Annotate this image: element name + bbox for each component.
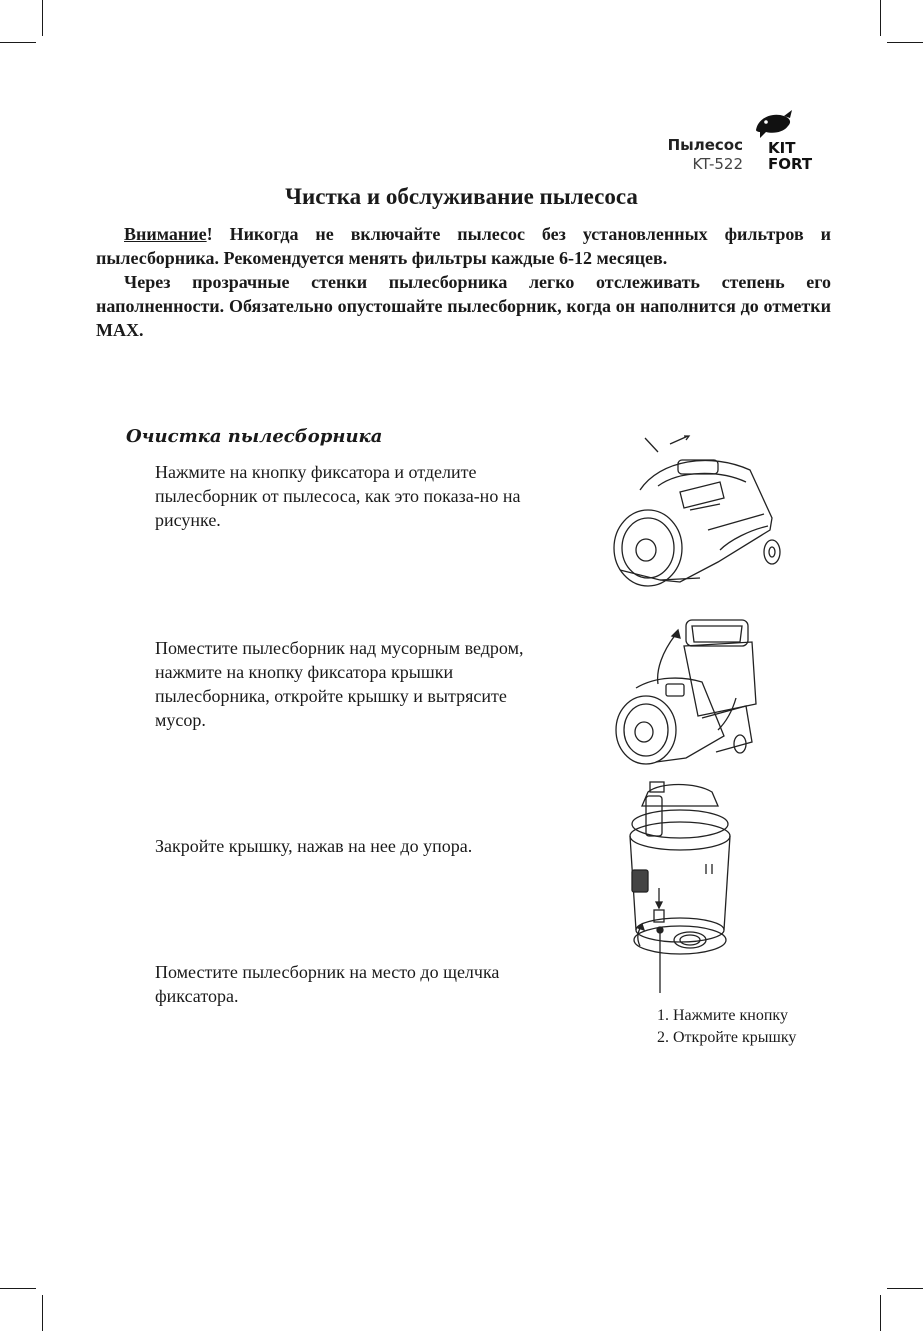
crop-mark	[42, 0, 43, 36]
product-name: Пылесос	[667, 136, 743, 154]
crop-mark	[880, 1295, 881, 1331]
figure-caption	[657, 1005, 796, 1049]
crop-mark	[0, 1288, 36, 1289]
vacuum-open-lid-illustration	[606, 612, 786, 777]
header-product	[668, 136, 743, 174]
warning-label: Внимание	[124, 224, 207, 244]
step-3-text: Закройте крышку, нажав на нее до упора.	[155, 836, 473, 856]
intro-text	[96, 222, 831, 342]
crop-mark	[0, 42, 36, 43]
crop-mark	[887, 42, 923, 43]
model-number: KT-522	[692, 155, 743, 173]
logo-wordmark	[768, 140, 812, 172]
vacuum-detach-illustration	[600, 430, 790, 590]
crop-mark	[880, 0, 881, 36]
step-1-text: Нажмите на кнопку фиксатора и отделите пылесборник от пылесоса, как это показа-но на рисунке.	[155, 462, 521, 530]
caption-line-1: 1. Нажмите кнопку	[657, 1007, 788, 1024]
warning-text: ! Никогда не включайте пылесос без установленных фильтров и пылесборника. Рекомендуется менять фильтры каждые 6-12 месяцев.	[96, 224, 831, 268]
dust-container-illustration	[620, 778, 740, 993]
logo-line-1: KIT	[768, 139, 796, 157]
kitfort-logo-icon	[752, 108, 796, 142]
caption-line-2: 2. Откройте крышку	[657, 1029, 797, 1046]
intro-paragraph-2: Через прозрачные стенки пылесборника легко отслеживать степень его наполненности. Обязательно опустошайте пылесборник, когда он наполнится до отметки MAX.	[96, 272, 831, 340]
logo-line-2: FORT	[768, 155, 813, 173]
step-4-text: Поместите пылесборник на место до щелчка фиксатора.	[155, 962, 500, 1006]
page-title: Чистка и обслуживание пылесоса	[285, 184, 638, 209]
crop-mark	[42, 1295, 43, 1331]
crop-mark	[887, 1288, 923, 1289]
warning-paragraph	[96, 222, 831, 270]
section-title: Очистка пылесборника	[126, 426, 383, 447]
step-2-text: Поместите пылесборник над мусорным ведром, нажмите на кнопку фиксатора крышки пылесборника, откройте крышку и вытрясите мусор.	[155, 638, 524, 730]
